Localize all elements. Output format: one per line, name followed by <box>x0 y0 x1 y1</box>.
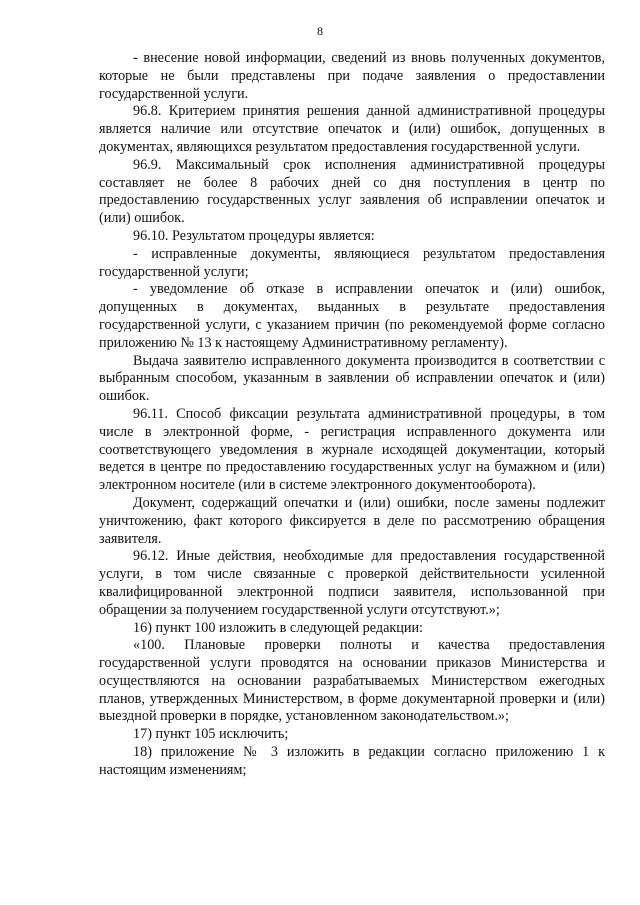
paragraph: - уведомление об отказе в исправлении опечаток и (или) ошибок, допущенных в документах, выданных в результате предоставления государственной услуги, с указанием причин (по рекомендуемой форме согласно приложению № 13 к настоящему Административному регламенту). <box>99 281 605 351</box>
paragraph: 96.11. Способ фиксации результата административной процедуры, в том числе в электронной форме, - регистрация исправленного документа или соответствующего уведомления в журнале исходящей документации, который ведется в центре по предоставлению государственных услуг на бумажном и (или) электронном носителе (или в системе электронного документооборота). <box>99 405 605 494</box>
paragraph: 96.9. Максимальный срок исполнения административной процедуры составляет не более 8 рабочих дней со дня поступления в центр по предоставлению государственных услуг заявления об исправлении опечаток и (или) ошибок. <box>99 156 605 227</box>
page-number: 8 <box>317 24 323 38</box>
paragraph: 96.12. Иные действия, необходимые для предоставления государственной услуги, в том числе связанные с проверкой действительности усиленной квалифицированной электронной подписи заявителя, использованной при обращении за получением государственной услуги отсутствуют.»; <box>99 548 605 618</box>
document-body <box>99 50 605 780</box>
paragraph: 96.10. Результатом процедуры является: <box>133 227 375 244</box>
paragraph: Выдача заявителю исправленного документа производится в соответствии с выбранным способом, указанным в заявлении об исправлении опечаток и (или) ошибок. <box>99 352 605 405</box>
paragraph: - внесение новой информации, сведений из вновь полученных документов, которые не были представлены при подаче заявления о предоставлении государственной услуги. <box>99 50 605 102</box>
paragraph: Документ, содержащий опечатки и (или) ошибки, после замены подлежит уничтожению, факт которого фиксируется в деле по рассмотрению обращения заявителя. <box>99 494 605 547</box>
paragraph: 18) приложение № 3 изложить в редакции согласно приложению 1 к настоящим изменениям; <box>99 744 605 778</box>
paragraph: «100. Плановые проверки полноты и качества предоставления государственной услуги проводятся на основании приказов Министерства и осуществляются на основании разрабатываемых Министерством ежегодных планов, утвержденных Министерством, в форме документарной проверки и (или) выездной проверки в порядке, установленном законодательством.»; <box>99 637 605 725</box>
paragraph: 17) пункт 105 исключить; <box>133 726 289 743</box>
paragraph: 16) пункт 100 изложить в следующей редакции: <box>133 619 423 636</box>
paragraph: - исправленные документы, являющиеся результатом предоставления государственной услуги; <box>99 245 605 280</box>
paragraph: 96.8. Критерием принятия решения данной административной процедуры является наличие или отсутствие опечаток и (или) ошибок, допущенных в документах, являющихся результатом предоставления государственной услуги. <box>99 103 605 155</box>
